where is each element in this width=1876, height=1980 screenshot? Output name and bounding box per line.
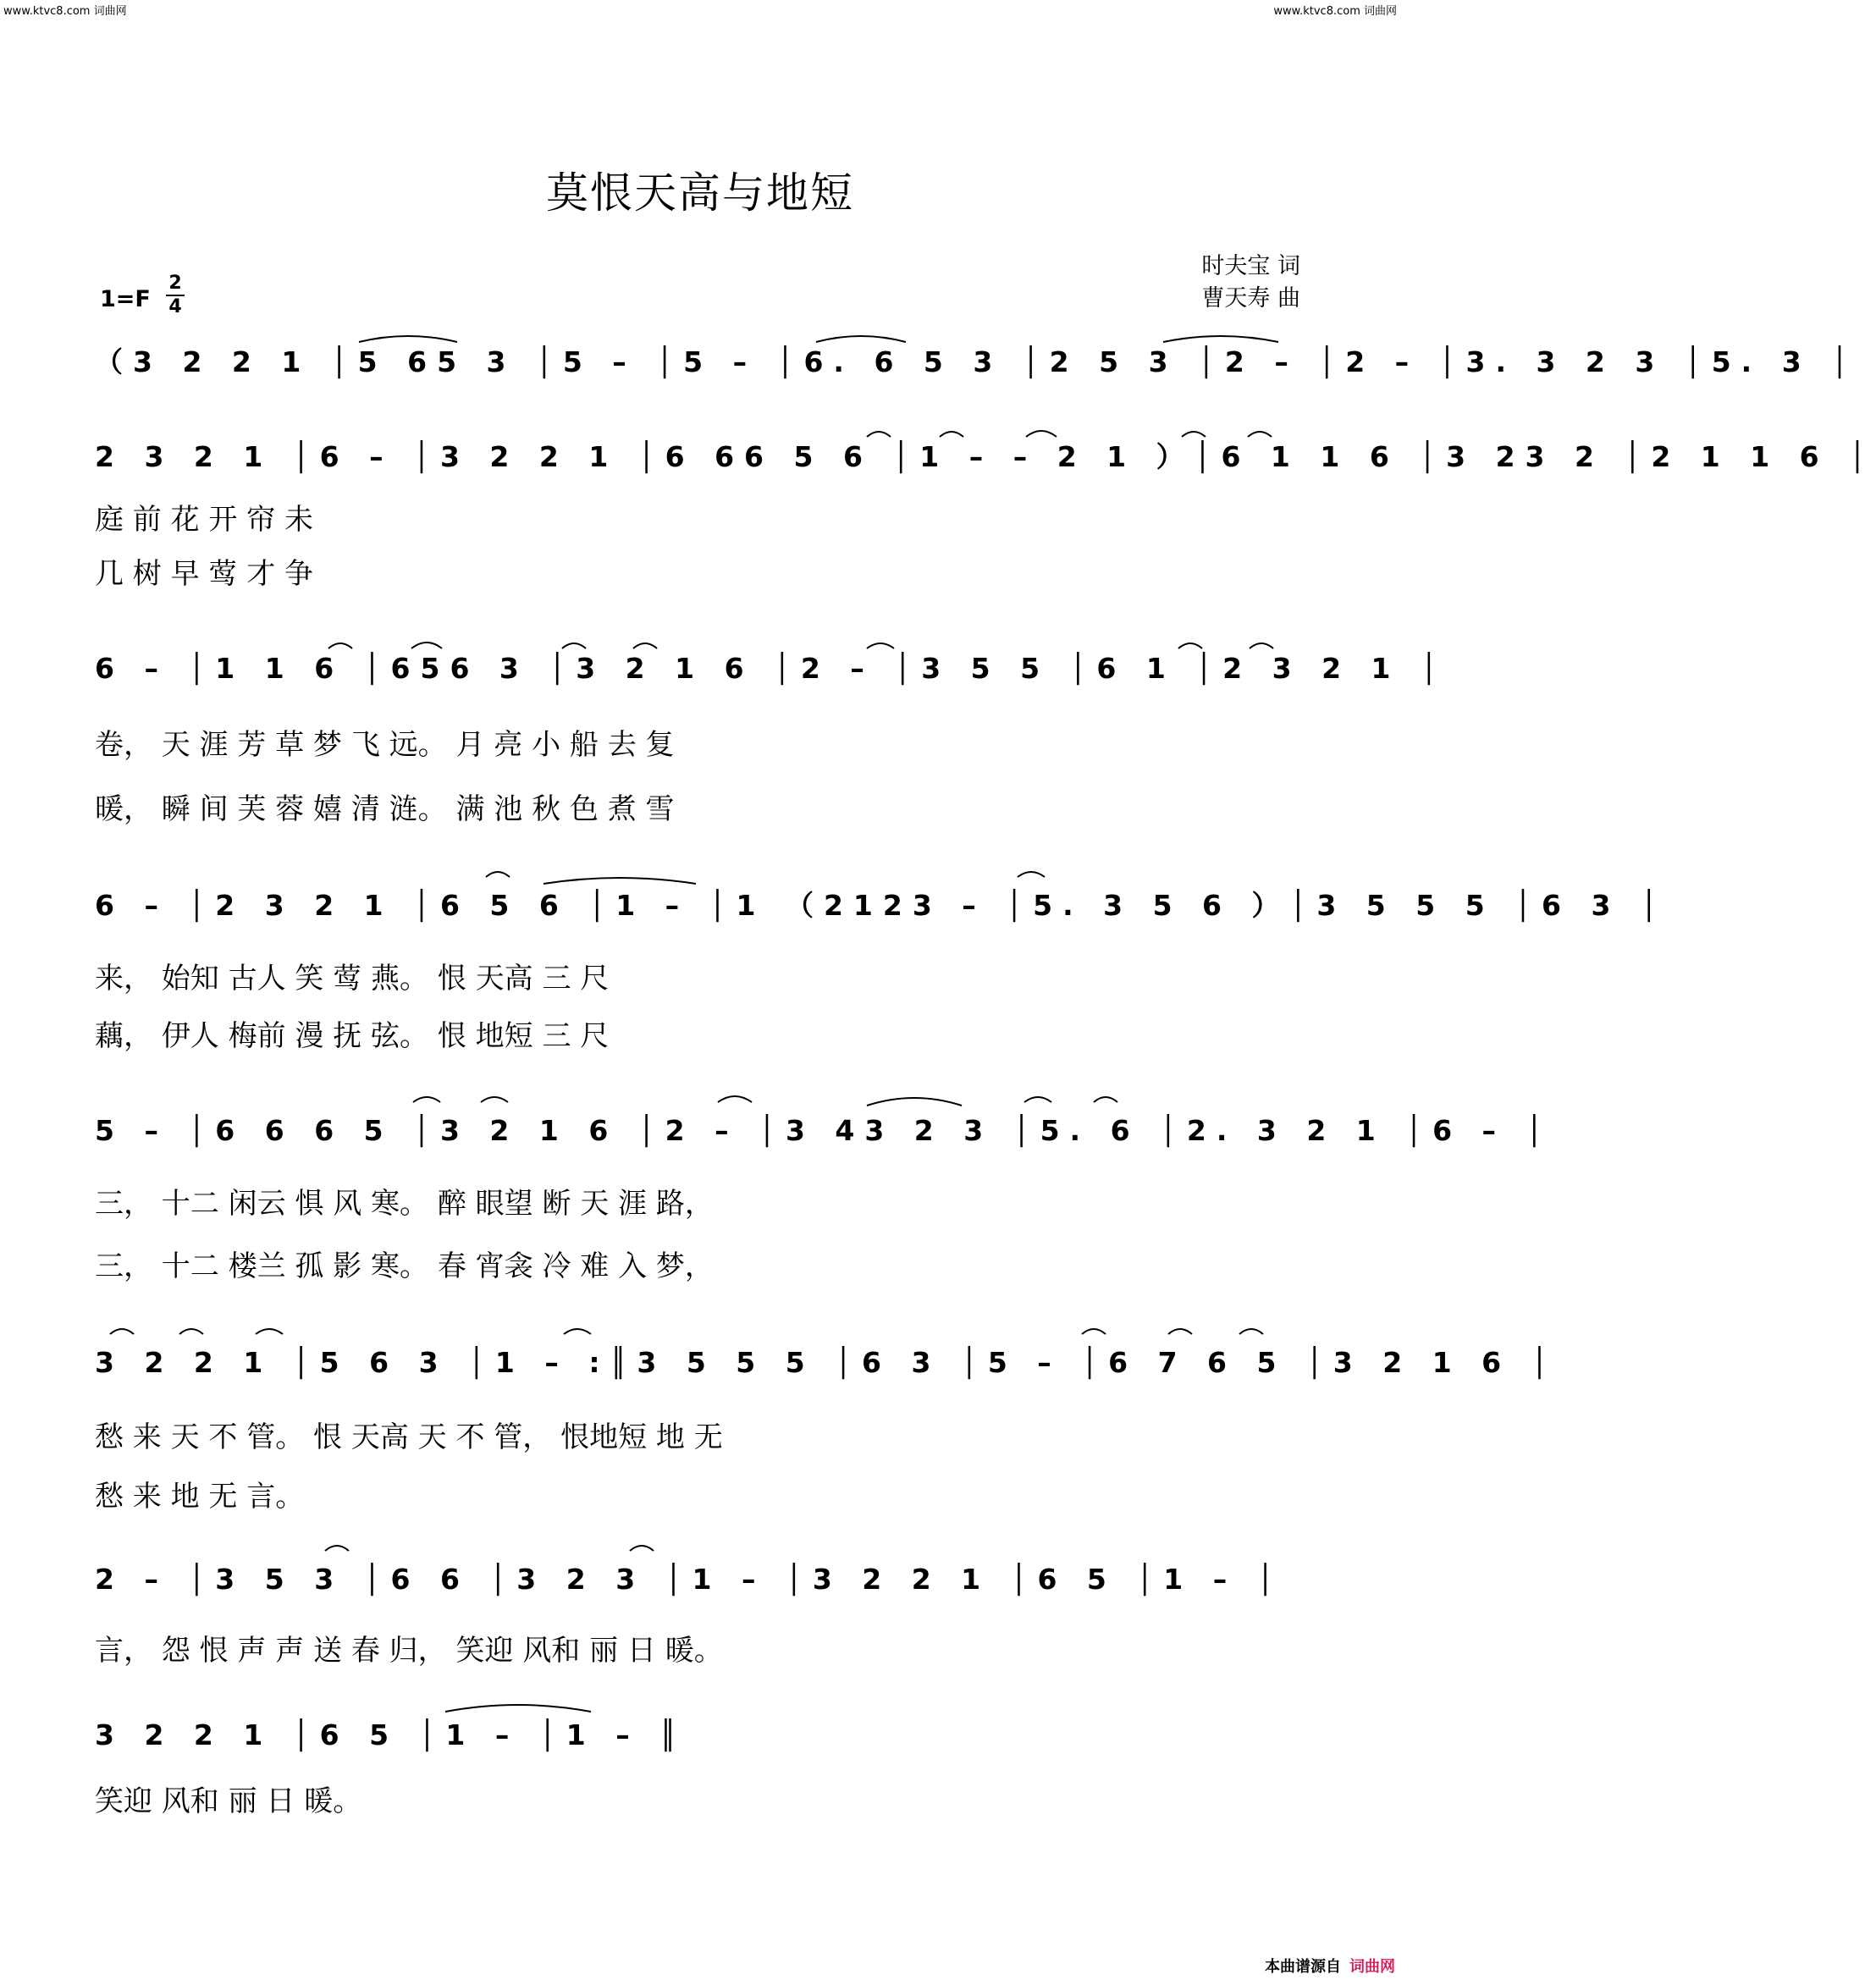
time-signature: [166, 273, 185, 318]
song-title: 莫恨天高与地短: [546, 168, 854, 218]
footer-source: 本曲谱源自: [1265, 1958, 1341, 1976]
lyric-verse-1: 来， 始知 古人 笑 莺 燕。 恨 天高 三 尺: [95, 962, 610, 996]
lyric-verse-1: 三， 十二 闲云 惧 风 寒。 醉 眼望 断 天 涯 路，: [95, 1187, 714, 1221]
header-left-watermark: www.ktvc8.com 词曲网: [3, 5, 127, 18]
composer-credit: 曹天寿 曲: [1201, 285, 1300, 312]
notation-row: [95, 872, 1668, 926]
notes-line: （3 2 2 1 │5 65 3 │5 – │5 – │6. 6 5 3 │2 5 3 │2 – │2 – │3. 3 2 3 │5. 3 │: [95, 345, 1859, 378]
meter-top: 2: [168, 273, 182, 294]
lyric-verse-1: 愁 来 天 不 管。 恨 天高 天 不 管， 恨地短 地 无: [95, 1420, 723, 1454]
key-signature: 1=F: [100, 286, 151, 312]
notation-row: [95, 643, 1448, 698]
notation-row: [95, 337, 1859, 391]
lyric-verse-1: 言， 怨 恨 声 声 送 春 归， 笑迎 风和 丽 日 暖。: [95, 1634, 723, 1668]
notation-row: [95, 1546, 1305, 1600]
lyric-verse-1: 庭 前 花 开 帘 未: [95, 503, 314, 537]
footer: [1265, 1955, 1395, 1977]
lyric-verse-1: 卷， 天 涯 芳 草 梦 飞 远。 月 亮 小 船 去 复: [95, 728, 675, 762]
notation-row: [95, 1701, 1305, 1756]
lyric-verse-2: 三， 十二 楼兰 孤 影 寒。 春 宵衾 冷 难 入 梦，: [95, 1249, 714, 1283]
notes-line: 5 – │6 6 6 5 │3 2 1 6 │2 – │3 43 2 3 │5. 6 │2. 3 2 1 │6 – │: [95, 1114, 1553, 1147]
notation-row: [95, 1329, 1559, 1383]
lyricist-credit: 时夫宝 词: [1201, 253, 1300, 279]
notes-line: 6 – │2 3 2 1 │6 5 6 │1 – │1 （2123 – │5. 3 5 6 ）│3 5 5 5 │6 3 │: [95, 889, 1668, 922]
notes-line: 6 – │1 1 6 │656 3 │3 2 1 6 │2 – │3 5 5 │6 1 │2 3 2 1 │: [95, 652, 1448, 685]
notes-line: 2 3 2 1 │6 – │3 2 2 1 │6 66 5 6 │1 – – 2 1 ）│6 1 1 6 │3 23 2 │2 1 1 6 │: [95, 440, 1876, 473]
lyric-verse-2: 几 树 早 莺 才 争: [95, 557, 314, 591]
lyric-verse-2: 暖， 瞬 间 芙 蓉 嬉 清 涟。 满 池 秋 色 煮 雪: [95, 792, 675, 826]
lyric-verse-2: 藕， 伊人 梅前 漫 抚 弦。 恨 地短 三 尺: [95, 1019, 610, 1053]
notes-line: 2 – │3 5 3 │6 6 │3 2 3 │1 – │3 2 2 1 │6 5 │1 – │: [95, 1563, 1284, 1596]
notes-line: 3 2 2 1 │6 5 │1 – │1 – ║: [95, 1718, 687, 1751]
notation-row: [95, 432, 1876, 486]
notes-line: 3 2 2 1 │5 6 3 │1 – :║3 5 5 5 │6 3 │5 – │6 7 6 5 │3 2 1 6 │: [95, 1346, 1559, 1379]
header-right-watermark: www.ktvc8.com 词曲网: [1273, 5, 1397, 18]
footer-brand[interactable]: 词曲网: [1349, 1958, 1395, 1976]
lyric-verse-2: 愁 来 地 无 言。: [95, 1480, 305, 1514]
notation-row: [95, 1097, 1553, 1151]
lyric-verse-1: 笑迎 风和 丽 日 暖。: [95, 1784, 362, 1818]
meter-bottom: 4: [166, 295, 185, 318]
